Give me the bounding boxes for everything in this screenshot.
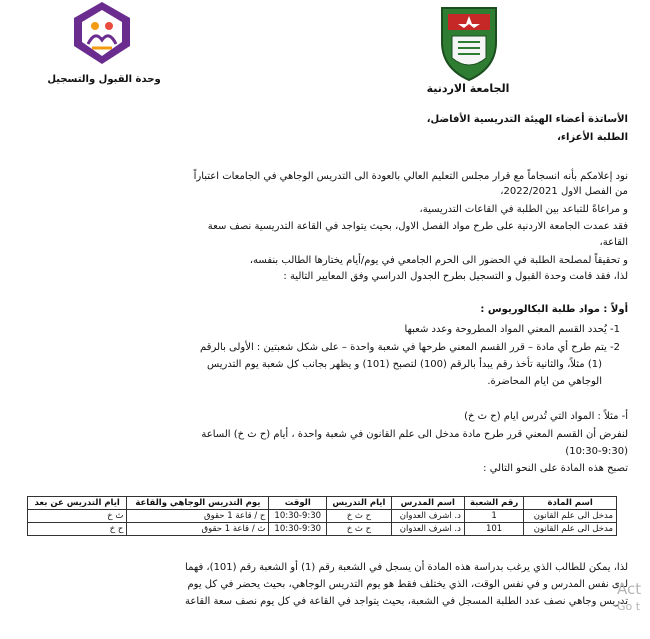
salutation-faculty: الأساتذة أعضاء الهيئة التدريسية الأفاضل، [426, 114, 628, 125]
intro-line: من الفصل الاول 2022/2021، [500, 186, 628, 197]
activation-watermark [617, 580, 641, 613]
table-cell: مدخل الى علم القانون [524, 510, 617, 523]
table-row [28, 523, 617, 536]
closing-line: لذا، يمكن للطالب الذي يرغب بدراسة هذه المادة أن يسجل في الشعبة رقم (1) أو الشعبة رقم (101)، فهما [185, 562, 628, 573]
section-title: أولاً : مواد طلبة البكالوريوس : [480, 304, 628, 315]
intro-line: فقد عمدت الجامعة الاردنية على طرح مواد الفصل الاول، بحيث يتواجد في القاعة التدريسية نصف سعة [207, 221, 628, 232]
column-header: يوم التدريس الوجاهي والقاعة [127, 497, 269, 510]
table-cell: ح ث خ [327, 510, 392, 523]
watermark-line: Go t [617, 600, 641, 613]
column-header: الوقت [269, 497, 327, 510]
salutation-students: الطلبة الأعزاء، [557, 132, 628, 143]
table-cell: ح / قاعة 1 حقوق [127, 510, 269, 523]
table-header-row [28, 497, 617, 510]
column-header: ايام التدريس عن بعد [28, 497, 127, 510]
course-schedule-table [27, 496, 617, 536]
closing-line: لدى نفس المدرس و في نفس الوقت، الذي يختلف فقط هو يوم التدريس الوجاهي، بحيث يحضر في كل يوم [187, 579, 628, 590]
list-item-continuation: (1) مثلاً، والثانية تأخذ رقم يبدأ بالرقم (100) لتصبح (101) و يظهر بجانب كل شعبة يوم التدريس [206, 359, 602, 370]
intro-line: نود إعلامكم بأنه انسجاماً مع قرار مجلس التعليم العالي بالعودة الى التدريس الوجاهي في الجامعات اعتباراً [193, 171, 628, 182]
table-cell: 101 [464, 523, 523, 536]
column-header: ايام التدريس [327, 497, 392, 510]
university-shield-logo [434, 2, 504, 82]
table-cell: 1 [464, 510, 523, 523]
example-line: (10:30-9:30) [565, 446, 628, 457]
table-row [28, 510, 617, 523]
intro-line: لذا، فقد قامت وحدة القبول و التسجيل بطرح الجدول الدراسي وفق المعايير التالية : [283, 271, 628, 282]
table-cell: ث / قاعة 1 حقوق [127, 523, 269, 536]
intro-line: و مراعاةً للتباعد بين الطلبة في القاعات التدريسية، [419, 204, 628, 215]
admission-unit-logo [70, 0, 134, 70]
university-name: الجامعة الاردنية [426, 82, 510, 95]
example-title: أ- مثلاً : المواد التي تُدرس ايام (ح ث خ) [464, 411, 628, 422]
table-cell: د. اشرف العدوان [391, 510, 464, 523]
intro-line: و تحقيقاً لمصلحة الطلبة في الحضور الى الحرم الجامعي في يوم/أيام يختارها الطالب بنفسه، [249, 255, 628, 266]
list-item-continuation: الوجاهي من ايام المحاضرة. [487, 376, 602, 387]
table-cell: ح ث خ [327, 523, 392, 536]
example-line: تصبح هذه المادة على النحو التالي : [483, 463, 628, 474]
list-item: 2- يتم طرح أي مادة – قرر القسم المعني طرحها في شعبة واحدة – على شكل شعبتين : الأولى بالرقم [200, 342, 620, 353]
watermark-line: Act [617, 580, 642, 598]
intro-line: القاعة، [599, 237, 628, 248]
table-cell: مدخل الى علم القانون [524, 523, 617, 536]
table-cell: ث خ [28, 510, 127, 523]
closing-line: تدريس وجاهي نصف عدد الطلبة المسجل في الشعبة، بحيث يتواجد في القاعة في كل يوم نصف سعة القاعة [185, 596, 628, 607]
list-item: 1- يُحدد القسم المعني المواد المطروحة وعدد شعبها [404, 324, 620, 335]
table-cell: د. اشرف العدوان [391, 523, 464, 536]
column-header: رقم الشعبة [464, 497, 523, 510]
example-line: لنفرض أن القسم المعني قرر طرح مادة مدخل الى علم القانون في شعبة واحدة ، أيام (ح ث خ) الساعة [201, 429, 628, 440]
table-cell: ح خ [28, 523, 127, 536]
admission-unit-name: وحدة القبول والتسجيل [47, 74, 161, 85]
table-cell: 10:30-9:30 [269, 510, 327, 523]
column-header: اسم المدرس [391, 497, 464, 510]
column-header: اسم المادة [524, 497, 617, 510]
table-cell: 10:30-9:30 [269, 523, 327, 536]
